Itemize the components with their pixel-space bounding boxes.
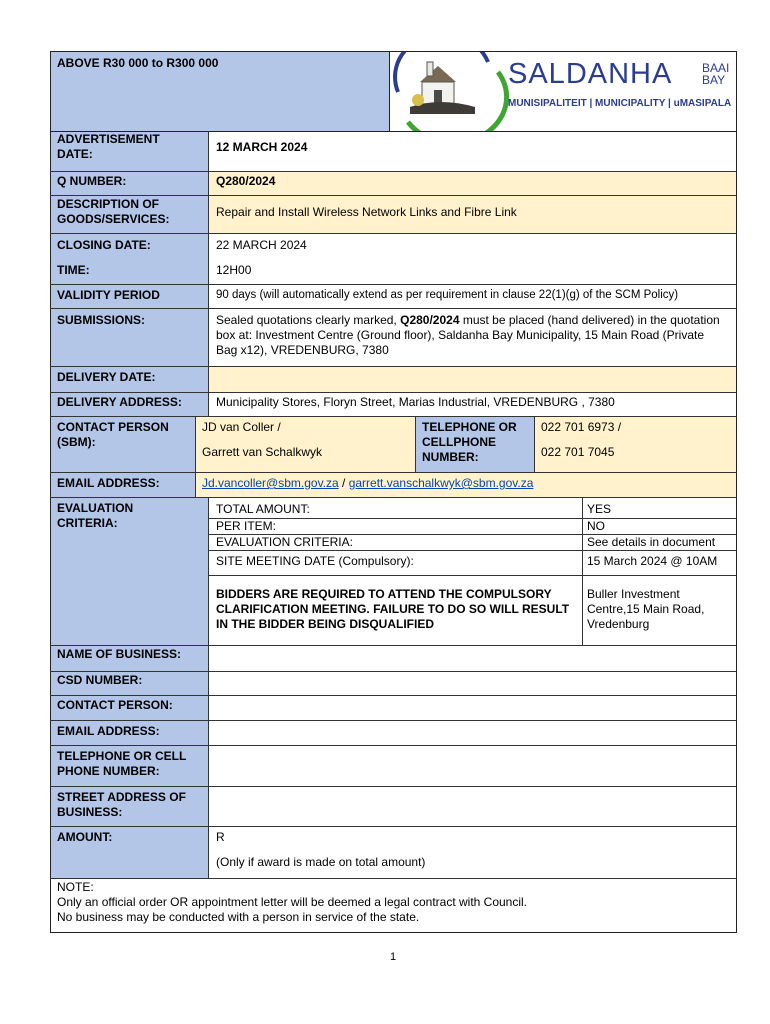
row-divider [50,695,737,696]
description-value: Repair and Install Wireless Network Links and Fibre Link [216,205,517,219]
validity-period-label: VALIDITY PERIOD [57,288,160,302]
page-number: 1 [390,951,397,963]
email-value [202,476,533,491]
email-link-1[interactable]: Jd.vancoller@sbm.gov.za [202,476,339,490]
bidder-email-label: EMAIL ADDRESS: [57,724,160,738]
business-name-label: NAME OF BUSINESS: [57,647,182,661]
bidder-phone-label: TELEPHONE OR CELL PHONE NUMBER: [57,749,187,778]
submissions-value [216,313,728,358]
evaluation-label: EVALUATION CRITERIA: [57,501,134,530]
delivery-address-label: DELIVERY ADDRESS: [57,395,182,409]
row-divider [50,308,737,309]
note-title: NOTE: [57,880,94,894]
q-number-cell [209,172,736,195]
eval-venue: Buller Investment Centre,15 Main Road, Vredenburg [587,587,705,631]
note-line-1: Only an official order OR appointment letter will be deemed a legal contract with Council. [57,895,528,909]
row-divider [50,284,737,285]
telephone-label: TELEPHONE OR CELLPHONE NUMBER: [422,420,517,464]
row-divider [50,392,737,393]
description-label: DESCRIPTION OF GOODS/SERVICES: [57,197,170,226]
row-divider [50,786,737,787]
logo-cell [389,51,737,132]
eval-divider [209,550,736,551]
logo-bay: BAY [702,73,726,87]
logo-name: SALDANHA [508,58,673,90]
submissions-text-pre: Sealed quotations clearly marked, [216,313,401,327]
time-value: 12H00 [216,263,252,277]
eval-warning: BIDDERS ARE REQUIRED TO ATTEND THE COMPULSORY CLARIFICATION MEETING. FAILURE TO DO SO WILL RESULT IN THE BIDDER BEING DISQUALIFIED [216,587,570,631]
q-number-label: Q NUMBER: [57,174,127,188]
validity-period-value: 90 days (will automatically extend as per requirement in clause 22(1)(g) of the SCM Policy) [216,289,679,301]
time-label: TIME: [57,263,90,277]
eval-item-key: EVALUATION CRITERIA: [216,535,353,549]
row-divider [50,671,737,672]
header-range-text: ABOVE R30 000 to R300 000 [57,56,219,70]
eval-divider [582,497,583,645]
advertisement-date-value: 12 MARCH 2024 [216,140,308,154]
eval-item-value: 15 March 2024 @ 10AM [587,554,718,568]
eval-divider [209,518,736,519]
amount-label: AMOUNT: [57,830,113,844]
note-line-2: No business may be conducted with a person in service of the state. [57,910,420,924]
logo-subtitle: MUNISIPALITEIT | MUNICIPALITY | uMASIPALA [508,98,732,109]
row-divider [50,720,737,721]
email-divider [195,473,196,497]
closing-date-label: CLOSING DATE: [57,238,151,252]
submissions-label: SUBMISSIONS: [57,313,146,327]
delivery-address-value: Municipality Stores, Floryn Street, Marias Industrial, VREDENBURG , 7380 [216,395,615,409]
contact-divider [534,417,535,472]
amount-note: (Only if award is made on total amount) [216,855,426,869]
contact-person-1: JD van Coller / [202,420,281,434]
street-address-label: STREET ADDRESS OF BUSINESS: [57,790,186,819]
row-divider [50,497,737,498]
eval-item-key: SITE MEETING DATE (Compulsory): [216,554,414,568]
email-link-2[interactable]: garrett.vanschalkwyk@sbm.gov.za [348,476,534,490]
telephone-2: 022 701 7045 [541,445,615,459]
eval-item-value: See details in document [587,535,716,549]
delivery-date-cell [209,367,736,392]
telephone-1: 022 701 6973 / [541,420,622,434]
logo-baai: BAAI [702,61,730,75]
amount-currency: R [216,830,225,844]
eval-item-key: PER ITEM: [216,519,277,533]
submissions-text-post: must be placed (hand delivered) in the quotation box at: Investment Centre (Ground floor), Saldanha Bay Municipality, 15 Main Road (Private Bag x12), VREDENBURG, 7380 [216,313,720,357]
contact-person-2: Garrett van Schalkwyk [202,445,323,459]
row-divider [50,878,737,879]
email-separator: / [338,476,349,490]
delivery-date-label: DELIVERY DATE: [57,370,156,384]
advertisement-date-label: ADVERTISEMENT DATE: [57,132,160,161]
csd-number-label: CSD NUMBER: [57,673,143,687]
submissions-q-number: Q280/2024 [400,313,460,327]
contact-person-input-label: CONTACT PERSON: [57,698,173,712]
contact-divider [195,417,196,472]
eval-item-key: TOTAL AMOUNT: [216,502,310,516]
row-divider [50,826,737,827]
contact-divider [415,417,416,472]
eval-item-value: NO [587,519,605,533]
contact-person-label: CONTACT PERSON (SBM): [57,420,169,449]
column-divider [208,131,209,878]
eval-divider [209,575,736,576]
row-divider [50,233,737,234]
row-divider [50,745,737,746]
q-number-value: Q280/2024 [216,174,276,188]
closing-date-value: 22 MARCH 2024 [216,238,307,252]
eval-item-value: YES [587,502,612,516]
email-address-label: EMAIL ADDRESS: [57,476,160,490]
row-divider [50,645,737,646]
